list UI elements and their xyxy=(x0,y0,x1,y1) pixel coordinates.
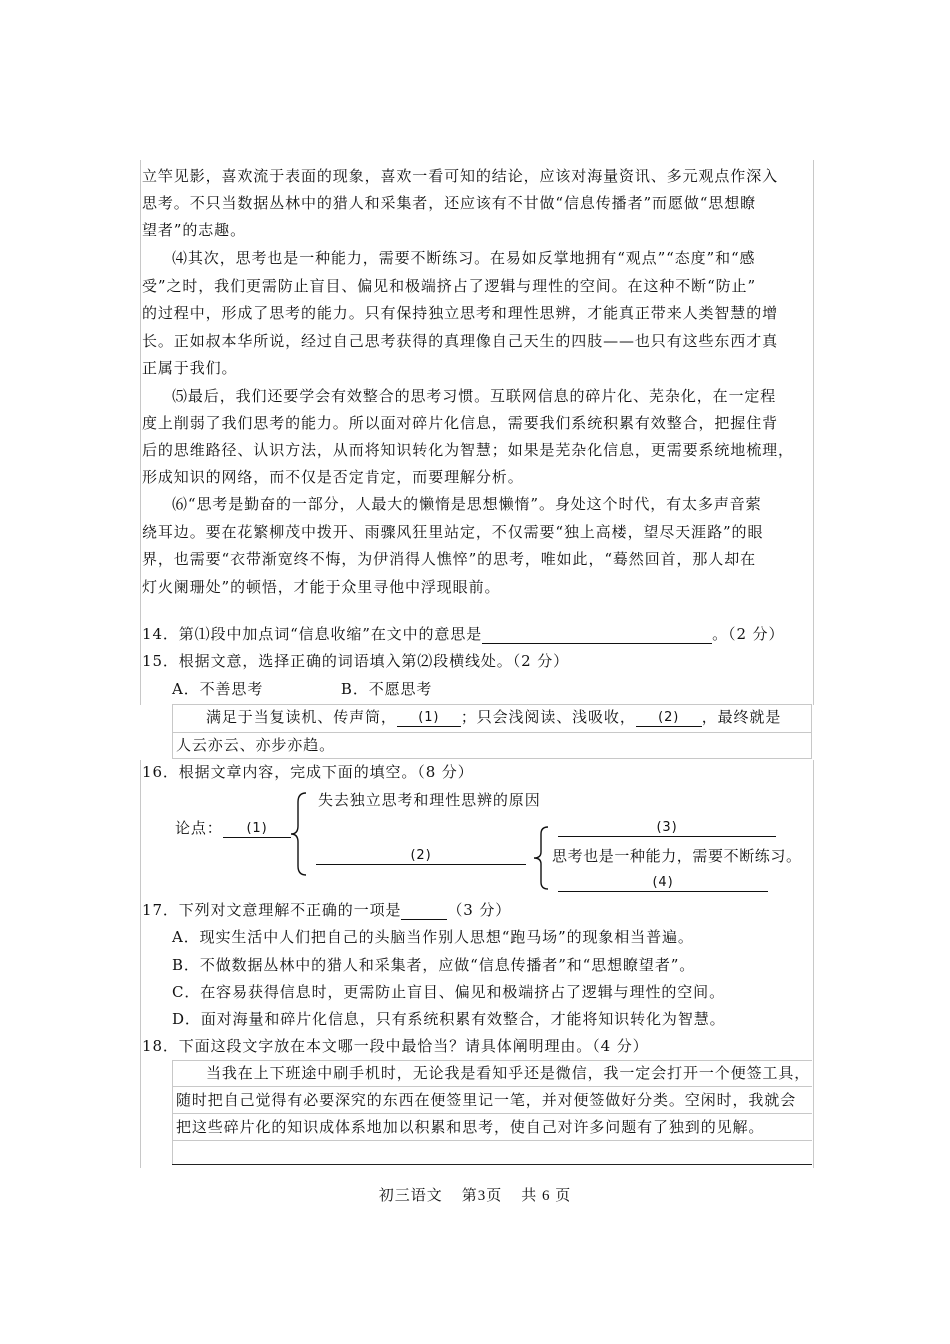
p4-line-2: 受”之时，我们更需防止盲目、偏见和极端挤占了逻辑与理性的空间。在这种不断“防止” xyxy=(142,277,757,295)
q18-excerpt-line-1: 当我在上下班途中刷手机时，无论我是看知乎还是微信，我一定会打开一个便签工具， xyxy=(206,1064,811,1082)
p3-line-3: 望者”的志趣。 xyxy=(142,221,246,239)
p6-line-1: ⑹“思考是勤奋的一部分，人最大的懒惰是思想懒惰”。身处这个时代，有太多声音萦 xyxy=(172,495,762,513)
p4-line-4: 长。正如叔本华所说，经过自己思考获得的真理像自己天生的四肢——也只有这些东西才真 xyxy=(142,332,779,350)
p5-line-4: 形成知识的网络，而不仅是否定肯定，而要理解分析。 xyxy=(142,468,524,486)
q18-excerpt-line-2: 随时把自己觉得有必要深究的东西在便签里记一笔，并对便签做好分类。空闲时，我就会 xyxy=(176,1091,797,1109)
p3-line-2: 思考。不只当数据丛林中的猎人和采集者，还应该有不甘做“信息传播者”而愿做“思想瞭 xyxy=(142,194,757,212)
q16-blank-2[interactable]: (2) xyxy=(316,846,526,865)
p6-line-4: 灯火阑珊处”的顿悟，才能于众里寻他中浮现眼前。 xyxy=(142,578,501,596)
q15-option-b[interactable]: B．不愿思考 xyxy=(340,680,433,698)
page-footer: 初三语文 第3页 共 6 页 xyxy=(378,1188,572,1204)
q17-score: （3 分） xyxy=(447,901,512,919)
question-14 xyxy=(142,624,812,644)
q18-excerpt-line-3: 把这些碎片化的知识成体系地加以积累和思考，使自己对许多问题有了独到的见解。 xyxy=(176,1118,765,1136)
p6-line-2: 绕耳边。要在花繁柳茂中拨开、雨骤风狂里站定，不仅需要“独上高楼，望尽天涯路”的眼 xyxy=(142,523,764,541)
q15-excerpt-line-1 xyxy=(206,707,781,727)
q16-branch-mid: 思考也是一种能力，需要不断练习。 xyxy=(552,847,802,865)
question-16-stem: 16．根据文章内容，完成下面的填空。（8 分） xyxy=(142,763,474,781)
question-15-options xyxy=(172,679,812,699)
q15-excerpt-line-2: 人云亦云、亦步亦趋。 xyxy=(176,736,336,754)
question-18-stem: 18．下面这段文字放在本文哪一段中最恰当？请具体阐明理由。（4 分） xyxy=(142,1037,649,1055)
q16-blank-4-wrap xyxy=(558,872,768,892)
q16-blank-3[interactable]: (3) xyxy=(558,818,776,837)
q17-option-d[interactable]: D．面对海量和碎片化信息，只有系统积累有效整合，才能将知识转化为智慧。 xyxy=(172,1010,726,1028)
p4-line-1: ⑷其次，思考也是一种能力，需要不断练习。在易如反掌地拥有“观点”“态度”和“感 xyxy=(172,249,756,267)
q15-excerpt-seg3: ，最终就是 xyxy=(701,708,782,726)
q16-brace-small xyxy=(533,826,551,890)
q14-answer-blank[interactable] xyxy=(482,625,712,644)
q15-excerpt-seg1: 满足于当复读机、传声筒， xyxy=(206,708,397,726)
q17-answer-blank[interactable] xyxy=(401,901,447,920)
p4-line-5: 正属于我们。 xyxy=(142,359,238,377)
q15-blank-1[interactable]: (1) xyxy=(397,708,461,727)
q16-label: 论点： xyxy=(175,819,223,837)
p4-line-3: 的过程中，形成了思考的能力。只有保持独立思考和理性思辨，才能真正带来人类智慧的增 xyxy=(142,304,779,322)
p5-line-2: 度上削弱了我们思考的能力。所以面对碎片化信息，需要我们系统积累有效整合，把握住背 xyxy=(142,414,779,432)
p6-line-3: 界，也需要“衣带渐宽终不悔，为伊消得人憔悴”的思考，唯如此，“蓦然回首，那人却在 xyxy=(142,550,757,568)
q16-blank-3-wrap xyxy=(558,817,776,837)
q15-option-a[interactable]: A．不善思考 xyxy=(172,680,264,698)
q15-excerpt-seg2: ；只会浅阅读、浅吸收， xyxy=(460,708,636,726)
q16-blank-1-wrap xyxy=(223,818,291,838)
q16-branch-top: 失去独立思考和理性思辨的原因 xyxy=(318,791,541,809)
q16-blank-2-wrap xyxy=(316,845,526,865)
q17-option-c[interactable]: C．在容易获得信息时，更需防止盲目、偏见和极端挤占了逻辑与理性的空间。 xyxy=(172,983,725,1001)
question-15-stem: 15．根据文意，选择正确的词语填入第⑵段横线处。（2 分） xyxy=(142,652,570,670)
q14-score: 。（2 分） xyxy=(712,625,785,643)
q17-option-a[interactable]: A．现实生活中人们把自己的头脑当作别人思想“跑马场”的现象相当普遍。 xyxy=(172,928,694,946)
p5-line-1: ⑸最后，我们还要学会有效整合的思考习惯。互联网信息的碎片化、芜杂化，在一定程 xyxy=(172,387,777,405)
question-17 xyxy=(142,900,812,920)
q16-blank-4[interactable]: (4) xyxy=(558,873,768,892)
q16-brace-large xyxy=(290,792,310,876)
p5-line-3: 后的思维路径、认识方法，从而将知识转化为智慧；如果是芜杂化信息，更需要系统地梳理， xyxy=(142,441,794,459)
q15-blank-2[interactable]: (2) xyxy=(636,708,702,727)
q14-stem: 14．第⑴段中加点词“信息收缩”在文中的意思是 xyxy=(142,625,483,643)
q17-option-b[interactable]: B．不做数据丛林中的猎人和采集者，应做“信息传播者”和“思想瞭望者”。 xyxy=(172,956,696,974)
q17-stem: 17．下列对文意理解不正确的一项是 xyxy=(142,901,402,919)
p3-line-1: 立竿见影，喜欢流于表面的现象，喜欢一看可知的结论，应该对海量资讯、多元观点作深入 xyxy=(142,167,779,185)
q16-blank-1[interactable]: (1) xyxy=(223,819,291,838)
